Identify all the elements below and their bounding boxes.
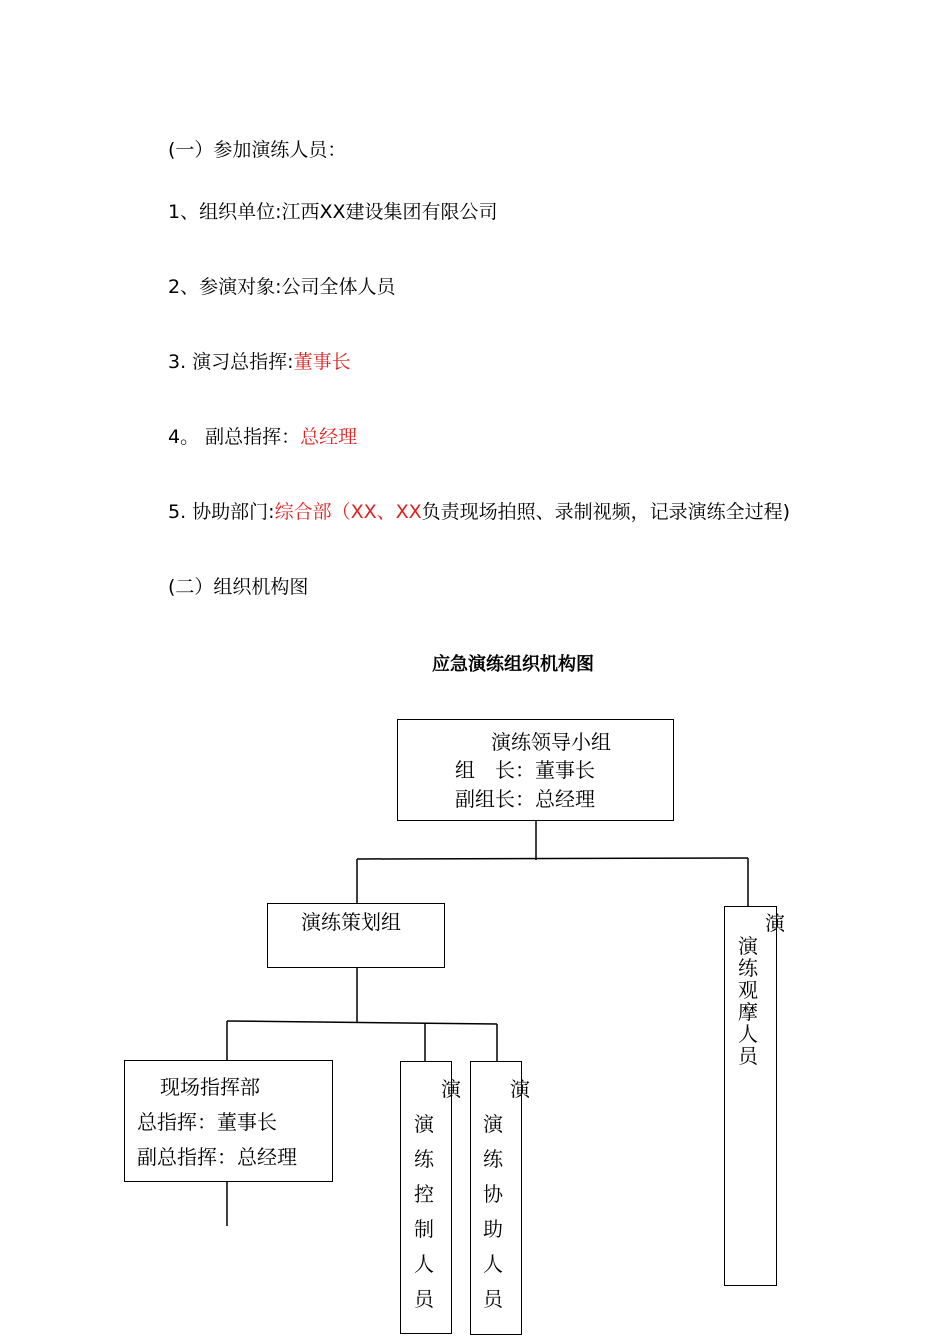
control-staff-stray-char: 演 [441, 1077, 461, 1101]
leader-group-box [397, 719, 674, 821]
assist-staff-char: 练 [483, 1147, 503, 1171]
observers-char: 人 [738, 1022, 758, 1046]
section-heading-org-chart: (二）组织机构图 [168, 576, 309, 598]
observers-char: 演 [738, 934, 758, 958]
assist-staff-char: 人 [483, 1252, 503, 1276]
item-chief-commander-label: 3. 演习总指挥: [168, 351, 294, 373]
assist-staff-char: 协 [483, 1182, 503, 1206]
control-staff-char: 员 [414, 1287, 434, 1311]
leader-group-name: 演练领导小组 [491, 730, 611, 754]
observers-char: 员 [738, 1044, 758, 1068]
planning-group-name: 演练策划组 [301, 910, 401, 934]
control-staff-char: 演 [414, 1112, 434, 1136]
control-staff-char: 控 [414, 1182, 434, 1206]
item-chief-commander-value: 董事长 [293, 351, 351, 373]
observers-stray-char: 演 [765, 911, 785, 935]
item-assisting-department-duty: 负责现场拍照、录制视频，记录演练全过程) [421, 501, 791, 523]
item-assisting-department-label: 5. 协助部门: [168, 501, 275, 523]
control-staff-char: 练 [414, 1147, 434, 1171]
site-command-box [124, 1060, 333, 1182]
connector-top-horizontal [357, 858, 748, 859]
item-deputy-commander-label: 4。 副总指挥： [168, 426, 301, 448]
item-assisting-department-value: 综合部（XX、XX [274, 501, 422, 523]
control-staff-char: 制 [414, 1217, 434, 1241]
leader-group-deputy: 副组长：总经理 [455, 787, 595, 811]
assist-staff-char: 员 [483, 1287, 503, 1311]
item-organizing-unit: 1、组织单位:江西XX建设集团有限公司 [168, 201, 498, 223]
control-staff-char: 人 [414, 1252, 434, 1276]
site-command-commander: 总指挥：董事长 [137, 1110, 277, 1134]
item-participants: 2、参演对象:公司全体人员 [168, 276, 396, 298]
leader-group-leader: 组 长：董事长 [455, 758, 595, 782]
connector-mid-horizontal [227, 1021, 497, 1024]
section-heading-participants: (一）参加演练人员： [168, 139, 347, 161]
planning-group-box [267, 903, 445, 968]
assist-staff-char: 助 [483, 1217, 503, 1241]
site-command-deputy: 副总指挥：总经理 [137, 1145, 297, 1169]
observers-char: 观 [738, 978, 758, 1002]
assist-staff-stray-char: 演 [510, 1077, 530, 1101]
item-deputy-commander-value: 总经理 [300, 426, 358, 448]
observers-char: 摩 [738, 1000, 758, 1024]
org-chart-title: 应急演练组织机构图 [432, 654, 594, 675]
site-command-name: 现场指挥部 [160, 1075, 260, 1099]
assist-staff-char: 演 [483, 1112, 503, 1136]
observers-char: 练 [738, 956, 758, 980]
